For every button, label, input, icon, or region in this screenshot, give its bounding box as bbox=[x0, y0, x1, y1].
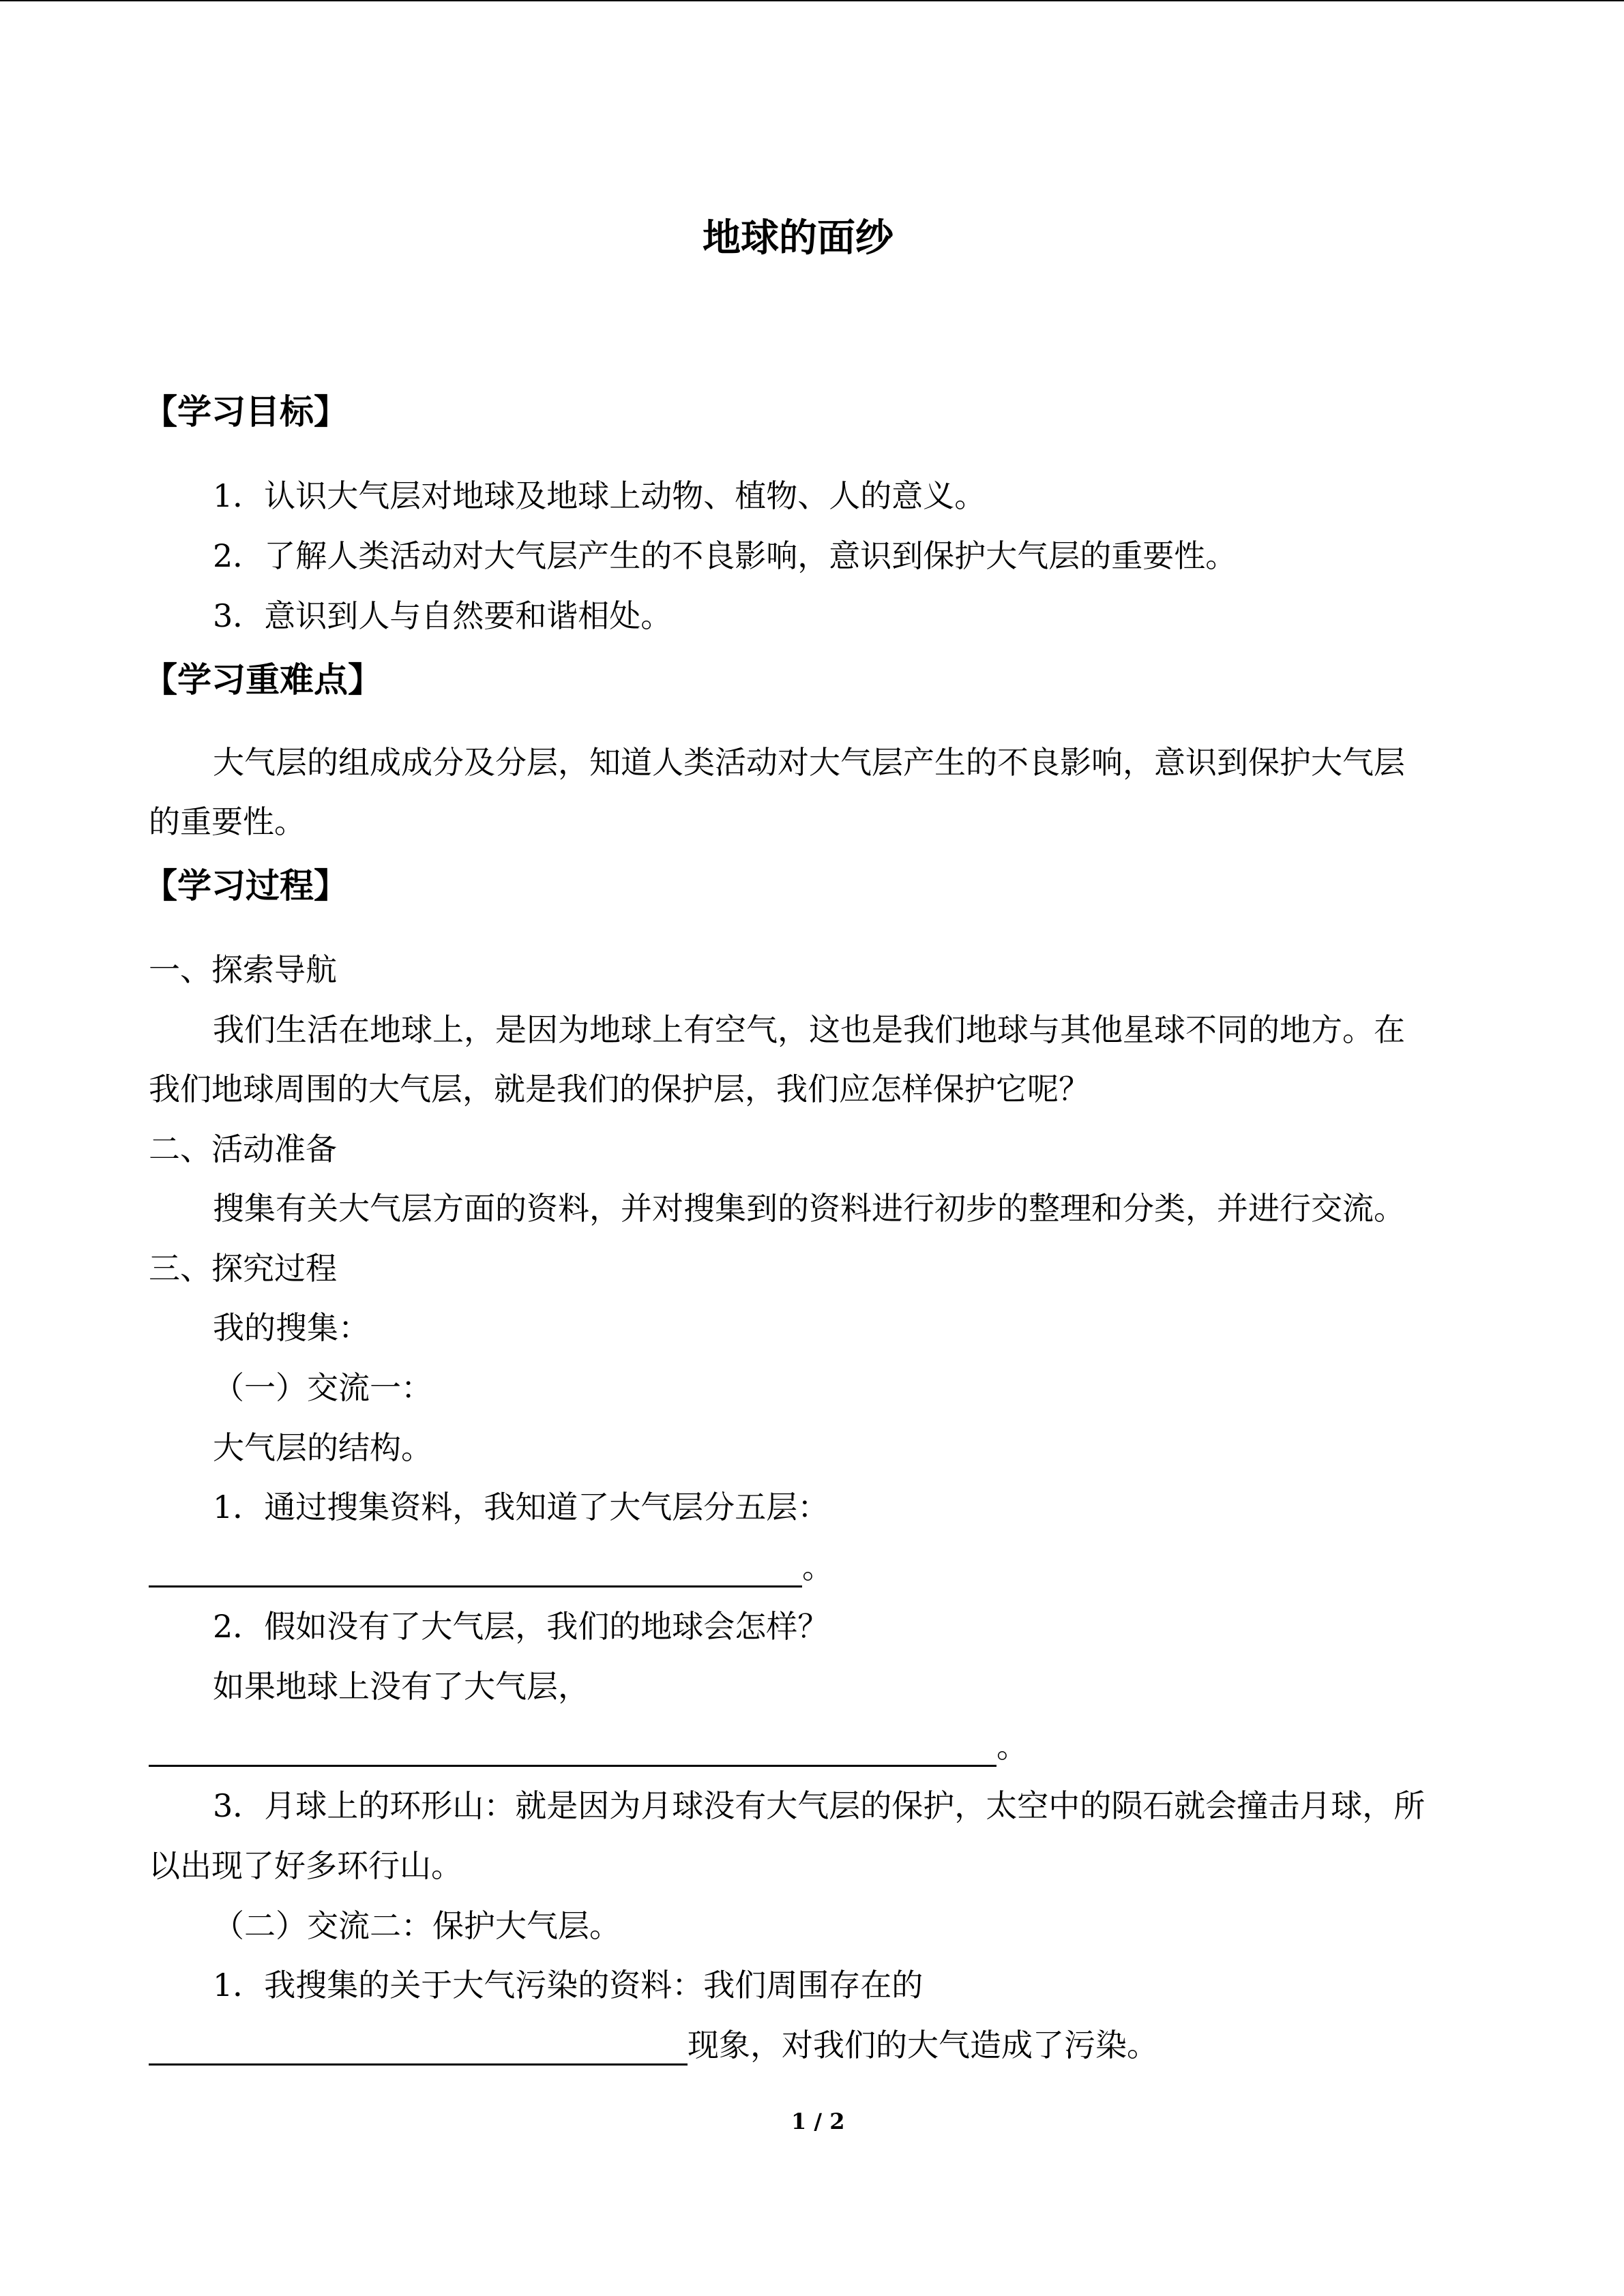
exchange-2-question-1-tail: 现象，对我们的大气造成了污染。 bbox=[688, 2027, 1158, 2063]
exchange-1-question-2: 2．假如没有了大气层，我们的地球会怎样？ bbox=[213, 1608, 829, 1645]
process-part-2-heading: 二、活动准备 bbox=[149, 1131, 337, 1167]
process-part-2-line-1: 搜集有关大气层方面的资料，并对搜集到的资料进行初步的整理和分类，并进行交流。 bbox=[213, 1190, 1405, 1227]
section-heading-goals: 【学习目标】 bbox=[143, 392, 348, 432]
exchange-1-question-1: 1．通过搜集资料，我知道了大气层分五层： bbox=[213, 1489, 829, 1525]
goal-item-3: 3．意识到人与自然要和谐相处。 bbox=[213, 597, 673, 634]
exchange-1-topic: 大气层的结构。 bbox=[213, 1429, 432, 1466]
page-title: 地球的面纱 bbox=[703, 216, 894, 260]
key-points-line-1: 大气层的组成成分及分层，知道人类活动对大气层产生的不良影响，意识到保护大气层 bbox=[213, 744, 1405, 781]
process-part-1-heading: 一、探索导航 bbox=[149, 951, 337, 988]
goal-item-1: 1．认识大气层对地球及地球上动物、植物、人的意义。 bbox=[213, 477, 986, 514]
exchange-1-question-3-line-1: 3．月球上的环形山：就是因为月球没有大气层的保护，太空中的陨石就会撞击月球，所 bbox=[213, 1787, 1426, 1824]
section-heading-process: 【学习过程】 bbox=[143, 866, 348, 906]
exchange-1-heading: （一）交流一： bbox=[213, 1369, 432, 1406]
exchange-2-heading: （二）交流二：保护大气层。 bbox=[213, 1907, 621, 1944]
my-collection-label: 我的搜集： bbox=[213, 1309, 370, 1346]
fill-blank-1[interactable] bbox=[149, 1554, 802, 1587]
answer-line-3 bbox=[149, 2025, 1158, 2066]
page-number: 1 / 2 bbox=[791, 2108, 845, 2134]
page-top-border bbox=[0, 0, 1624, 1]
goal-item-2: 2．了解人类活动对大气层产生的不良影响，意识到保护大气层的重要性。 bbox=[213, 537, 1237, 574]
answer-line-1 bbox=[149, 1547, 833, 1587]
fill-blank-3[interactable] bbox=[149, 2032, 688, 2066]
process-part-1-line-2: 我们地球周围的大气层，就是我们的保护层，我们应怎样保护它呢？ bbox=[149, 1071, 1090, 1107]
process-part-3-heading: 三、探究过程 bbox=[149, 1250, 337, 1287]
period-1: 。 bbox=[802, 1549, 833, 1585]
exchange-2-question-1: 1．我搜集的关于大气污染的资料：我们周围存在的 bbox=[213, 1967, 924, 2003]
exchange-1-question-3-line-2: 以出现了好多环行山。 bbox=[149, 1847, 462, 1884]
period-2: 。 bbox=[996, 1728, 1028, 1765]
section-heading-key-points: 【学习重难点】 bbox=[143, 660, 382, 700]
answer-line-2 bbox=[149, 1726, 1028, 1767]
process-part-1-line-1: 我们生活在地球上，是因为地球上有空气，这也是我们地球与其他星球不同的地方。在 bbox=[213, 1011, 1405, 1048]
fill-blank-2[interactable] bbox=[149, 1733, 996, 1767]
exchange-1-question-2-lead: 如果地球上没有了大气层， bbox=[213, 1668, 589, 1705]
key-points-line-2: 的重要性。 bbox=[149, 803, 306, 840]
